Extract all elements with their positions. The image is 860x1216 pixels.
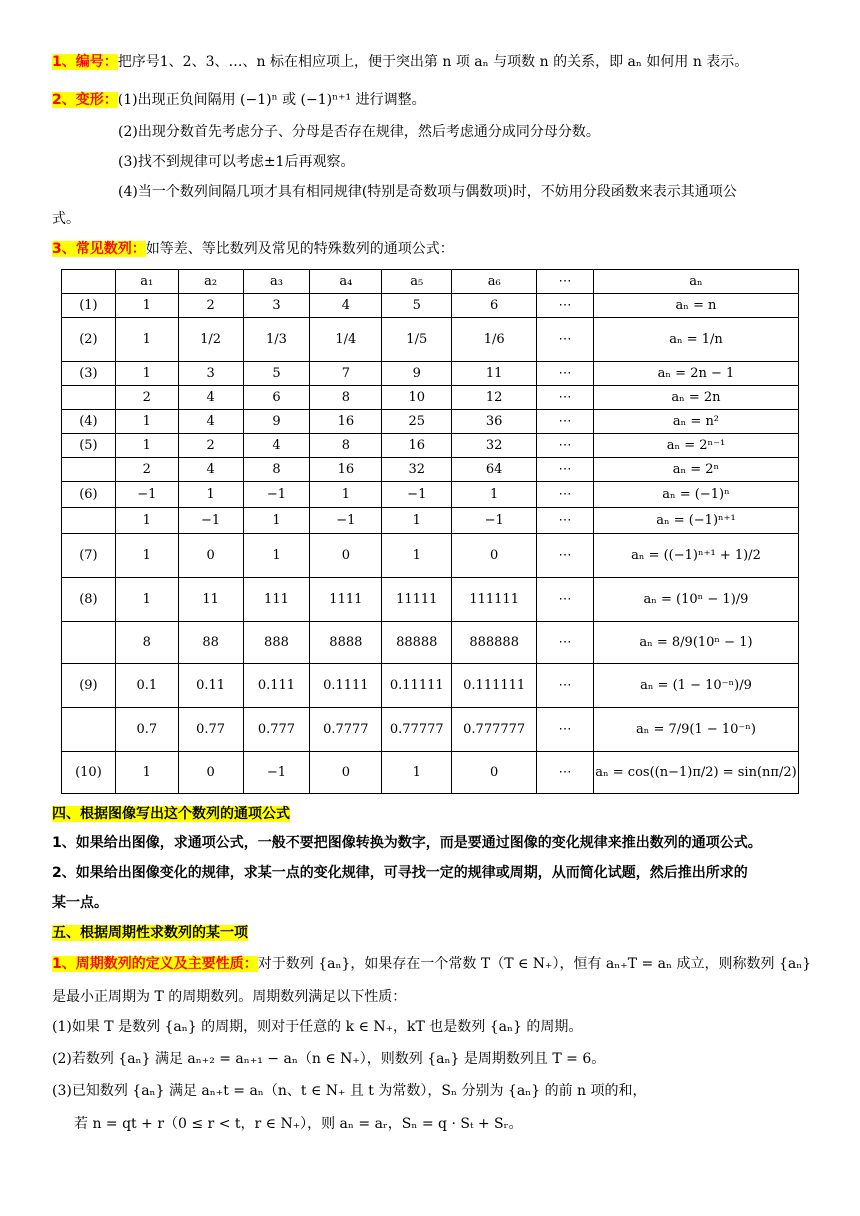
table-row (62, 482, 799, 508)
value-cell: −1 (310, 508, 382, 534)
section-3-line (52, 238, 454, 260)
value-cell: ⋯ (537, 664, 594, 708)
row-index-cell: (3) (62, 362, 116, 386)
value-cell: 10 (382, 386, 452, 410)
value-cell: 2 (115, 386, 178, 410)
value-cell: 0.1111 (310, 664, 382, 708)
value-cell: 9 (243, 410, 310, 434)
section-2-item-4b: 式。 (52, 211, 80, 227)
value-cell: 64 (452, 458, 537, 482)
section-5-title: 五、根据周期性求数列的某一项 (52, 925, 248, 941)
formula-cell: aₙ = 1/n (593, 318, 798, 362)
row-index-cell: (5) (62, 434, 116, 458)
value-cell: 32 (382, 458, 452, 482)
header-cell: a₅ (382, 270, 452, 294)
value-cell: 12 (452, 386, 537, 410)
value-cell: 1 (115, 410, 178, 434)
value-cell: −1 (115, 482, 178, 508)
section-5-prop-3a: (3)已知数列 {aₙ} 满足 aₙ₊t = aₙ（n、t ∈ N₊ 且 t 为常数），Sₙ 分别为 {aₙ} 的前 n 项的和， (52, 1083, 647, 1099)
section-1-label: 1、编号： (52, 54, 118, 70)
header-cell: a₁ (115, 270, 178, 294)
value-cell: ⋯ (537, 578, 594, 622)
value-cell: ⋯ (537, 386, 594, 410)
formula-cell: aₙ = 8/9(10ⁿ − 1) (593, 622, 798, 664)
value-cell: ⋯ (537, 362, 594, 386)
value-cell: 0 (452, 752, 537, 794)
section-4-title: 四、根据图像写出这个数列的通项公式 (52, 806, 290, 822)
table-row (62, 708, 799, 752)
section-1-line (52, 51, 748, 73)
value-cell: 3 (243, 294, 310, 318)
value-cell: 1 (382, 508, 452, 534)
value-cell: 11 (178, 578, 243, 622)
value-cell: 2 (115, 458, 178, 482)
value-cell: 0.111111 (452, 664, 537, 708)
row-index-cell: (1) (62, 294, 116, 318)
formula-cell: aₙ = 7/9(1 − 10⁻ⁿ) (593, 708, 798, 752)
formula-cell: aₙ = (1 − 10⁻ⁿ)/9 (593, 664, 798, 708)
value-cell: 0 (178, 534, 243, 578)
header-cell: a₄ (310, 270, 382, 294)
value-cell: 8888 (310, 622, 382, 664)
row-index-cell: (2) (62, 318, 116, 362)
value-cell: 0.7 (115, 708, 178, 752)
value-cell: 888 (243, 622, 310, 664)
table-row (62, 508, 799, 534)
value-cell: 4 (310, 294, 382, 318)
header-cell: a₃ (243, 270, 310, 294)
header-cell: a₆ (452, 270, 537, 294)
row-index-cell: (9) (62, 664, 116, 708)
value-cell: 8 (310, 434, 382, 458)
section-2-label: 2、变形： (52, 92, 118, 108)
formula-cell: aₙ = n² (593, 410, 798, 434)
value-cell: 888888 (452, 622, 537, 664)
value-cell: 1 (115, 534, 178, 578)
value-cell: 1 (178, 482, 243, 508)
value-cell: 1/5 (382, 318, 452, 362)
header-cell: a₂ (178, 270, 243, 294)
value-cell: 1/2 (178, 318, 243, 362)
value-cell: ⋯ (537, 534, 594, 578)
value-cell: ⋯ (537, 708, 594, 752)
value-cell: 4 (178, 410, 243, 434)
table-header-row (62, 270, 799, 294)
value-cell: 16 (382, 434, 452, 458)
table-row (62, 578, 799, 622)
table-body (62, 294, 799, 794)
formula-cell: aₙ = 2n (593, 386, 798, 410)
value-cell: 0.11 (178, 664, 243, 708)
value-cell: −1 (243, 482, 310, 508)
section-4-p1: 1、如果给出图像，求通项公式，一般不要把图像转换为数字，而是要通过图像的变化规律来推出数列的通项公式。 (52, 835, 762, 851)
section-5-def-2: 是最小正周期为 T 的周期数列。周期数列满足以下性质： (52, 989, 407, 1005)
value-cell: 0 (452, 534, 537, 578)
formula-cell: aₙ = cos((n−1)π/2) = sin(nπ/2) (593, 752, 798, 794)
value-cell: 1 (115, 294, 178, 318)
value-cell: 4 (178, 386, 243, 410)
value-cell: 0.777 (243, 708, 310, 752)
section-2-line (52, 89, 426, 111)
value-cell: −1 (178, 508, 243, 534)
value-cell: 1 (452, 482, 537, 508)
value-cell: 6 (452, 294, 537, 318)
section-3-label: 3、常见数列： (52, 241, 146, 257)
row-index-cell: (10) (62, 752, 116, 794)
section-5-prop-2: (2)若数列 {aₙ} 满足 aₙ₊₂ = aₙ₊₁ − aₙ（n ∈ N₊），则数列 {aₙ} 是周期数列且 T = 6。 (52, 1051, 606, 1067)
formula-cell: aₙ = (10ⁿ − 1)/9 (593, 578, 798, 622)
value-cell: 0.777777 (452, 708, 537, 752)
value-cell: 1 (115, 752, 178, 794)
table-row (62, 622, 799, 664)
table-row (62, 434, 799, 458)
value-cell: ⋯ (537, 410, 594, 434)
table-row (62, 458, 799, 482)
value-cell: 1 (243, 508, 310, 534)
value-cell: 8 (310, 386, 382, 410)
table-row (62, 410, 799, 434)
value-cell: 11111 (382, 578, 452, 622)
formula-cell: aₙ = ((−1)ⁿ⁺¹ + 1)/2 (593, 534, 798, 578)
section-5-label: 1、周期数列的定义及主要性质： (52, 956, 258, 972)
table-row (62, 386, 799, 410)
value-cell: 11 (452, 362, 537, 386)
header-cell: ⋯ (537, 270, 594, 294)
value-cell: 0 (178, 752, 243, 794)
value-cell: 1111 (310, 578, 382, 622)
value-cell: 2 (178, 434, 243, 458)
value-cell: ⋯ (537, 752, 594, 794)
section-5-prop-1: (1)如果 T 是数列 {aₙ} 的周期，则对于任意的 k ∈ N₊，kT 也是数列 {aₙ} 的周期。 (52, 1019, 583, 1035)
sequence-table (61, 269, 799, 794)
table-row (62, 294, 799, 318)
value-cell: 4 (178, 458, 243, 482)
value-cell: 0 (310, 534, 382, 578)
row-index-cell: (4) (62, 410, 116, 434)
formula-cell: aₙ = (−1)ⁿ (593, 482, 798, 508)
header-cell (62, 270, 116, 294)
section-2-item-1: (1)出现正负间隔用 (−1)ⁿ 或 (−1)ⁿ⁺¹ 进行调整。 (117, 92, 426, 108)
row-index-cell (62, 458, 116, 482)
value-cell: 111 (243, 578, 310, 622)
value-cell: 4 (243, 434, 310, 458)
table-row (62, 664, 799, 708)
row-index-cell (62, 386, 116, 410)
value-cell: 0.77777 (382, 708, 452, 752)
value-cell: 1/6 (452, 318, 537, 362)
value-cell: 8 (115, 622, 178, 664)
value-cell: 88 (178, 622, 243, 664)
value-cell: 3 (178, 362, 243, 386)
value-cell: 16 (310, 410, 382, 434)
value-cell: 111111 (452, 578, 537, 622)
value-cell: 0.7777 (310, 708, 382, 752)
value-cell: 8 (243, 458, 310, 482)
value-cell: 1 (115, 434, 178, 458)
value-cell: ⋯ (537, 458, 594, 482)
section-1-text: 把序号1、2、3、…、n 标在相应项上，便于突出第 n 项 aₙ 与项数 n 的关系，即 aₙ 如何用 n 表示。 (117, 54, 749, 70)
value-cell: 9 (382, 362, 452, 386)
formula-cell: aₙ = 2ⁿ⁻¹ (593, 434, 798, 458)
row-index-cell: (6) (62, 482, 116, 508)
value-cell: 1 (382, 752, 452, 794)
value-cell: ⋯ (537, 622, 594, 664)
section-3-text: 如等差、等比数列及常见的特殊数列的通项公式： (145, 241, 454, 257)
row-index-cell: (8) (62, 578, 116, 622)
value-cell: 5 (382, 294, 452, 318)
section-4-p2b: 某一点。 (52, 895, 108, 911)
value-cell: ⋯ (537, 508, 594, 534)
value-cell: 5 (243, 362, 310, 386)
section-2-item-2: (2)出现分数首先考虑分子、分母是否存在规律，然后考虑通分成同分母分数。 (118, 124, 600, 140)
table-row (62, 752, 799, 794)
value-cell: 0.1 (115, 664, 178, 708)
section-5-prop-3b: 若 n = qt + r（0 ≤ r < t，r ∈ N₊），则 aₙ = aᵣ，Sₙ = q · Sₜ + Sᵣ。 (74, 1116, 523, 1132)
value-cell: 0 (310, 752, 382, 794)
value-cell: 88888 (382, 622, 452, 664)
formula-cell: aₙ = 2ⁿ (593, 458, 798, 482)
value-cell: ⋯ (537, 434, 594, 458)
value-cell: 25 (382, 410, 452, 434)
value-cell: ⋯ (537, 318, 594, 362)
section-4-p2a: 2、如果给出图像变化的规律，求某一点的变化规律，可寻找一定的规律或周期，从而简化试题，然后推出所求的 (52, 865, 748, 881)
value-cell: ⋯ (537, 294, 594, 318)
value-cell: 1/3 (243, 318, 310, 362)
value-cell: 1 (115, 362, 178, 386)
value-cell: 1 (115, 578, 178, 622)
row-index-cell: (7) (62, 534, 116, 578)
value-cell: −1 (243, 752, 310, 794)
value-cell: 16 (310, 458, 382, 482)
formula-cell: aₙ = n (593, 294, 798, 318)
value-cell: −1 (382, 482, 452, 508)
value-cell: 0.111 (243, 664, 310, 708)
section-5-def-1: 对于数列 {aₙ}，如果存在一个常数 T（T ∈ N₊），恒有 aₙ₊T = aₙ 成立，则称数列 {aₙ} (257, 956, 812, 972)
header-cell: aₙ (593, 270, 798, 294)
value-cell: 0.11111 (382, 664, 452, 708)
value-cell: 7 (310, 362, 382, 386)
section-2-item-4a: (4)当一个数列间隔几项才具有相同规律(特别是奇数项与偶数项)时，不妨用分段函数来表示其通项公 (118, 184, 737, 200)
value-cell: 1 (115, 508, 178, 534)
table-row (62, 534, 799, 578)
value-cell: 6 (243, 386, 310, 410)
row-index-cell (62, 508, 116, 534)
table-row (62, 318, 799, 362)
value-cell: 32 (452, 434, 537, 458)
table-row (62, 362, 799, 386)
value-cell: 0.77 (178, 708, 243, 752)
value-cell: 2 (178, 294, 243, 318)
value-cell: 1 (310, 482, 382, 508)
value-cell: 36 (452, 410, 537, 434)
formula-cell: aₙ = (−1)ⁿ⁺¹ (593, 508, 798, 534)
formula-cell: aₙ = 2n − 1 (593, 362, 798, 386)
section-2-item-3: (3)找不到规律可以考虑±1后再观察。 (118, 154, 355, 170)
value-cell: 1/4 (310, 318, 382, 362)
section-4-title-line (52, 803, 290, 825)
section-5-def-line (52, 953, 811, 975)
section-5-title-line (52, 922, 248, 944)
row-index-cell (62, 622, 116, 664)
row-index-cell (62, 708, 116, 752)
value-cell: ⋯ (537, 482, 594, 508)
value-cell: −1 (452, 508, 537, 534)
value-cell: 1 (382, 534, 452, 578)
value-cell: 1 (243, 534, 310, 578)
value-cell: 1 (115, 318, 178, 362)
